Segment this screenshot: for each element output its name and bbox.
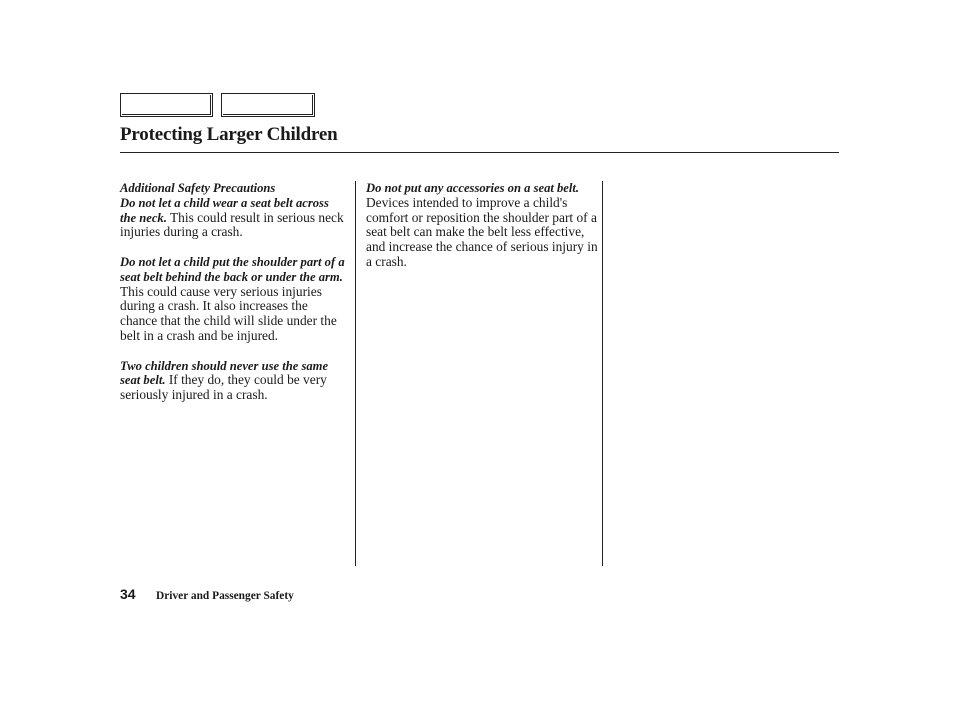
column-divider-left (355, 181, 356, 566)
paragraph-accessories (366, 181, 598, 270)
paragraph-text: Devices intended to improve a child's comfort or reposition the shoulder part of a seat belt can make the belt less effective, and increase the chance of serious injury in a crash. (366, 194, 598, 269)
paragraph-shoulder (120, 255, 348, 344)
footer-section-label: Driver and Passenger Safety (156, 590, 294, 602)
paragraph-two-children (120, 359, 348, 403)
paragraph-lead: Do not put any accessories on a seat belt. (366, 181, 580, 195)
nav-tab-button-2[interactable] (221, 93, 315, 117)
paragraph-text: This could result in serious neck injuries during a crash. (120, 209, 344, 240)
section-heading: Additional Safety Precautions (120, 181, 276, 195)
nav-tab-button-1[interactable] (120, 93, 213, 117)
paragraph-lead: Do not let a child wear a seat belt across the neck. (120, 195, 329, 225)
title-divider (120, 152, 839, 153)
middle-column (366, 181, 598, 285)
left-column (120, 181, 348, 418)
column-divider-right (602, 181, 603, 566)
paragraph-lead: Two children should never use the same seat belt. (120, 358, 329, 388)
page-number: 34 (120, 586, 136, 602)
page-title: Protecting Larger Children (120, 124, 338, 145)
paragraph-neck (120, 196, 348, 240)
paragraph-text: This could cause very serious injuries during a crash. It also increases the chance that the child will slide under the belt in a crash and be injured. (120, 283, 337, 343)
paragraph-text: If they do, they could be very seriously injured in a crash. (120, 372, 327, 403)
paragraph-lead: Do not let a child put the shoulder part of a seat belt behind the back or under the arm. (120, 254, 345, 284)
